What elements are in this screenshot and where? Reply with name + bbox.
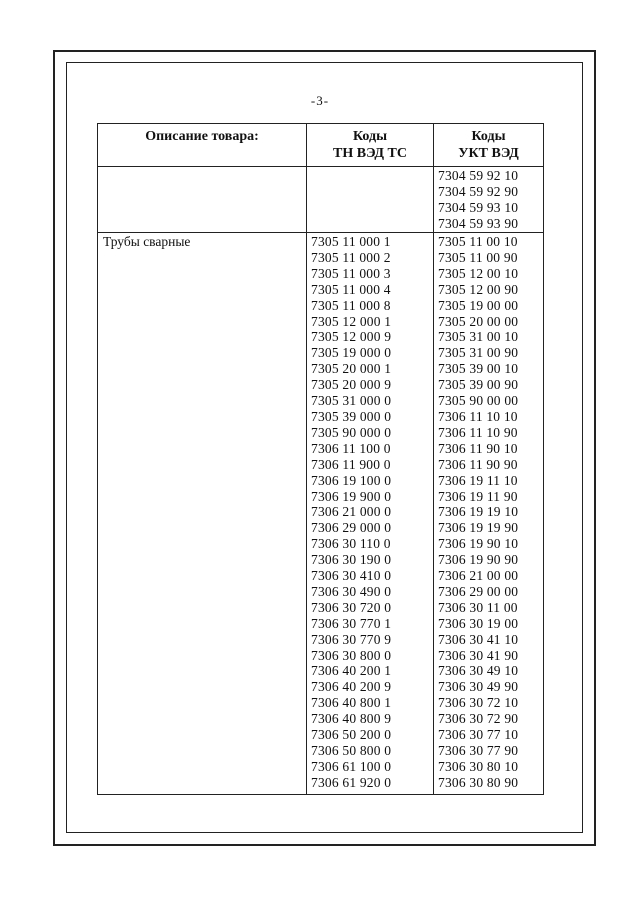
code-entry: 7306 29 000 0 bbox=[311, 520, 392, 536]
code-entry: 7306 30 800 0 bbox=[311, 647, 392, 663]
code-entry: 7306 21 00 00 bbox=[438, 568, 519, 584]
code-entry: 7305 90 000 0 bbox=[311, 424, 392, 440]
code-entry: 7306 11 900 0 bbox=[311, 456, 391, 472]
code-entry: 7306 40 200 9 bbox=[311, 679, 392, 695]
code-entry: 7305 20 000 9 bbox=[311, 377, 392, 393]
tn-ved-code-list bbox=[307, 234, 433, 791]
code-entry: 7306 11 10 10 bbox=[438, 408, 518, 424]
code-entry: 7305 11 000 8 bbox=[311, 297, 391, 313]
code-entry: 7306 40 200 1 bbox=[311, 663, 392, 679]
code-entry: 7306 19 90 10 bbox=[438, 536, 519, 552]
code-entry: 7305 31 00 90 bbox=[438, 345, 519, 361]
code-entry: 7305 11 000 4 bbox=[311, 281, 391, 297]
code-entry: 7305 39 000 0 bbox=[311, 408, 392, 424]
code-entry: 7305 31 00 10 bbox=[438, 329, 519, 345]
code-entry: 7305 11 00 90 bbox=[438, 249, 518, 265]
description-cell bbox=[98, 167, 307, 233]
code-entry: 7305 20 00 00 bbox=[438, 313, 519, 329]
code-entry: 7306 19 11 90 bbox=[438, 488, 518, 504]
code-entry: 7305 39 00 90 bbox=[438, 377, 519, 393]
tn-ved-cell bbox=[307, 233, 434, 795]
code-entry: 7304 59 93 90 bbox=[438, 215, 519, 231]
code-entry: 7306 30 770 1 bbox=[311, 615, 392, 631]
table-row bbox=[98, 233, 544, 795]
header-ukt-ved: Коды УКТ ВЭД bbox=[434, 124, 544, 167]
tn-ved-cell bbox=[307, 167, 434, 233]
code-entry: 7306 30 49 10 bbox=[438, 663, 519, 679]
code-entry: 7306 30 72 10 bbox=[438, 695, 519, 711]
code-entry: 7305 39 00 10 bbox=[438, 361, 519, 377]
code-entry: 7306 11 10 90 bbox=[438, 424, 518, 440]
code-entry: 7306 40 800 9 bbox=[311, 711, 392, 727]
code-entry: 7306 30 19 00 bbox=[438, 615, 519, 631]
code-entry: 7306 30 490 0 bbox=[311, 583, 392, 599]
code-entry: 7306 30 11 00 bbox=[438, 599, 518, 615]
code-entry: 7305 11 000 2 bbox=[311, 249, 391, 265]
code-entry: 7305 19 00 00 bbox=[438, 297, 519, 313]
code-entry: 7306 19 100 0 bbox=[311, 472, 392, 488]
code-entry: 7305 11 00 10 bbox=[438, 234, 518, 249]
code-entry: 7306 30 41 90 bbox=[438, 647, 519, 663]
code-entry: 7304 59 92 90 bbox=[438, 183, 519, 199]
code-entry: 7305 20 000 1 bbox=[311, 361, 392, 377]
code-entry: 7306 30 110 0 bbox=[311, 536, 391, 552]
code-entry: 7305 11 000 1 bbox=[311, 234, 391, 249]
code-entry: 7306 19 11 10 bbox=[438, 472, 518, 488]
code-entry: 7306 21 000 0 bbox=[311, 504, 392, 520]
code-entry: 7306 30 49 90 bbox=[438, 679, 519, 695]
code-entry: 7306 40 800 1 bbox=[311, 695, 392, 711]
code-entry: 7306 50 800 0 bbox=[311, 743, 392, 758]
code-entry: 7306 11 90 90 bbox=[438, 456, 518, 472]
code-entry: 7305 12 00 10 bbox=[438, 265, 519, 281]
page-number: -3- bbox=[310, 93, 330, 108]
code-entry: 7306 29 00 00 bbox=[438, 583, 519, 599]
code-entry: 7306 19 900 0 bbox=[311, 488, 392, 504]
code-entry: 7306 30 41 10 bbox=[438, 631, 519, 647]
code-entry: 7304 59 92 10 bbox=[438, 168, 519, 183]
code-entry: 7306 30 80 10 bbox=[438, 758, 519, 774]
code-entry: 7306 30 80 90 bbox=[438, 774, 519, 790]
code-entry: 7306 11 90 10 bbox=[438, 440, 518, 456]
code-entry: 7306 30 77 10 bbox=[438, 727, 519, 743]
code-entry: 7304 59 93 10 bbox=[438, 199, 519, 215]
code-entry: 7306 30 72 90 bbox=[438, 711, 519, 727]
code-entry: 7306 11 100 0 bbox=[311, 440, 391, 456]
codes-table bbox=[97, 123, 544, 795]
code-entry: 7305 12 000 1 bbox=[311, 313, 392, 329]
ukt-ved-code-list bbox=[434, 234, 543, 791]
code-entry: 7305 12 000 9 bbox=[311, 329, 392, 345]
code-entry: 7306 19 19 90 bbox=[438, 520, 519, 536]
code-entry: 7305 19 000 0 bbox=[311, 345, 392, 361]
code-entry: 7305 12 00 90 bbox=[438, 281, 519, 297]
ukt-ved-code-list bbox=[434, 168, 543, 232]
table-header-row bbox=[98, 124, 544, 167]
code-entry: 7305 11 000 3 bbox=[311, 265, 391, 281]
code-entry: 7306 19 90 90 bbox=[438, 552, 519, 568]
description-cell: Трубы сварные bbox=[98, 233, 307, 795]
code-entry: 7306 19 19 10 bbox=[438, 504, 519, 520]
code-entry: 7306 30 410 0 bbox=[311, 568, 392, 584]
code-entry: 7306 50 200 0 bbox=[311, 727, 392, 743]
code-entry: 7306 30 770 9 bbox=[311, 631, 392, 647]
code-entry: 7306 30 720 0 bbox=[311, 599, 392, 615]
code-entry: 7306 61 920 0 bbox=[311, 774, 392, 790]
code-entry: 7306 30 190 0 bbox=[311, 552, 392, 568]
header-description: Описание товара: bbox=[98, 124, 307, 167]
code-entry: 7305 31 000 0 bbox=[311, 393, 392, 409]
code-entry: 7306 61 100 0 bbox=[311, 758, 392, 774]
table-row bbox=[98, 167, 544, 233]
header-tn-ved: Коды ТН ВЭД ТС bbox=[307, 124, 434, 167]
ukt-ved-cell bbox=[434, 167, 544, 233]
code-entry: 7305 90 00 00 bbox=[438, 393, 519, 409]
code-entry: 7306 30 77 90 bbox=[438, 743, 519, 758]
ukt-ved-cell bbox=[434, 233, 544, 795]
